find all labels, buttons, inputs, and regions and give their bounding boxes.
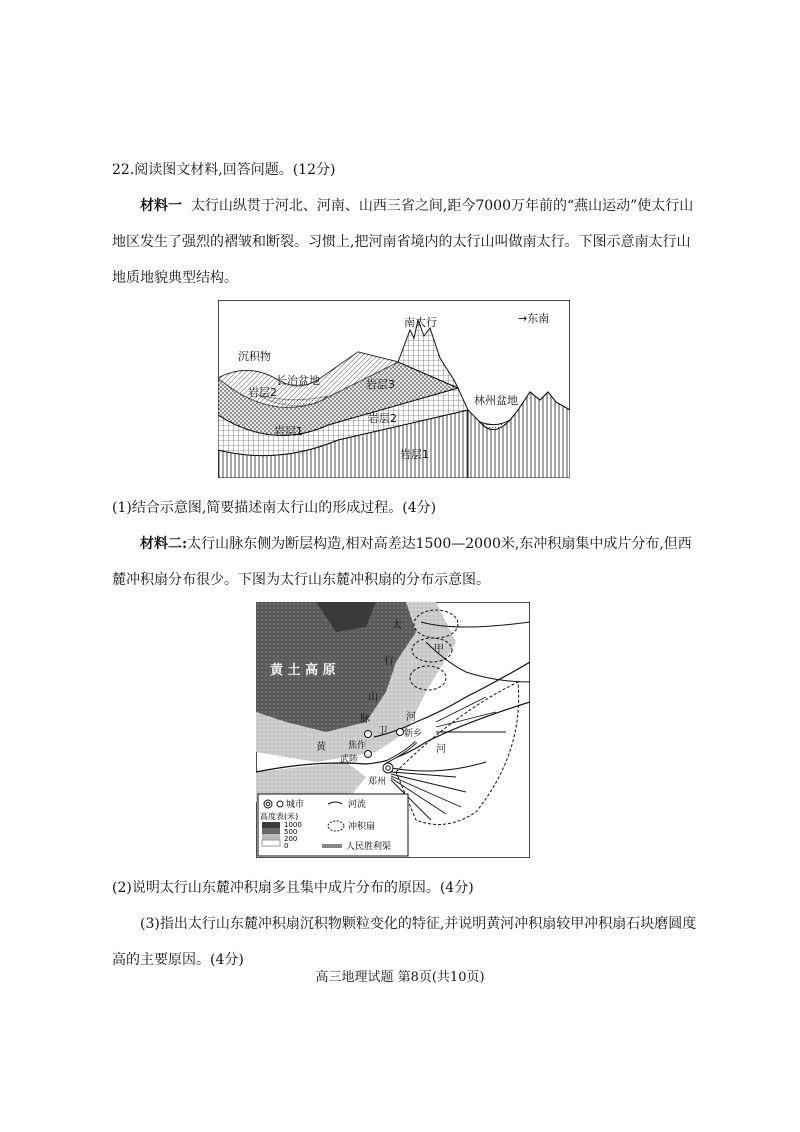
label-shan: 山 bbox=[368, 692, 378, 703]
label-layer2-left: 岩层2 bbox=[248, 386, 277, 399]
label-he1: 河 bbox=[406, 712, 416, 723]
label-layer2: 岩层2 bbox=[368, 412, 397, 425]
legend-river: 河流 bbox=[348, 800, 367, 810]
label-xing: 行 bbox=[384, 656, 394, 667]
label-he2: 河 bbox=[436, 744, 446, 755]
material1-paragraph bbox=[112, 188, 702, 296]
label-linzhou-basin: 林州盆地 bbox=[474, 394, 518, 407]
question-2: (2)说明太行山东麓冲积扇多且集中成片分布的原因。(4分) bbox=[112, 880, 474, 896]
label-layer1-left: 岩层1 bbox=[274, 425, 303, 438]
map-legend bbox=[258, 794, 408, 856]
label-layer3: 岩层3 bbox=[366, 378, 395, 391]
geology-cross-section bbox=[218, 300, 570, 478]
legend-canal: 人民胜利渠 bbox=[346, 842, 392, 852]
label-wuzhi: 武陟 bbox=[340, 755, 359, 765]
legend-elevation-title: 高度表(米) bbox=[260, 812, 299, 821]
legend-elev-1000: 1000 bbox=[284, 821, 302, 829]
label-layer1: 岩层1 bbox=[400, 448, 429, 461]
label-mai: 脉 bbox=[360, 714, 370, 725]
material2-text: 太行山脉东侧为断层构造,相对高差达1500—2000米,东冲积扇集中成片分布,但西麓冲积扇分布很少。下图为太行山东麓冲积扇的分布示意图。 bbox=[112, 536, 692, 588]
material1-label: 材料一 bbox=[140, 198, 182, 214]
label-loess-plateau: 黄 土 高 原 bbox=[270, 663, 336, 678]
question-3: (3)指出太行山东麓冲积扇沉积物颗粒变化的特征,并说明黄河冲积扇较甲冲积扇石块磨圆度高的主要原因。(4分) bbox=[112, 916, 697, 968]
label-huang: 黄 bbox=[316, 742, 326, 753]
legend-elev-200: 200 bbox=[284, 835, 298, 843]
question-header: 22.阅读图文材料,回答问题。(12分) bbox=[112, 162, 336, 178]
label-tai: 太 bbox=[392, 620, 402, 631]
label-jiaozuo: 焦作 bbox=[348, 741, 367, 751]
page-footer: 高三地理试题 第8页(共10页) bbox=[315, 970, 485, 985]
label-sediment: 沉积物 bbox=[238, 350, 271, 363]
material1-text: 太行山纵贯于河北、河南、山西三省之间,距今7000万年前的“燕山运动”使太行山地区发生了强烈的褶皱和断裂。习惯上,把河南省境内的太行山叫做南太行。下图示意南太行山地质地貌典型结构。 bbox=[112, 198, 694, 286]
legend-city: 城市 bbox=[286, 800, 305, 810]
label-changzhi-basin: 长治盆地 bbox=[276, 374, 320, 387]
legend-elev-500: 500 bbox=[284, 828, 298, 836]
label-south-taihang: 南太行 bbox=[404, 316, 437, 329]
label-jia: 甲 bbox=[434, 644, 444, 655]
legend-elev-0: 0 bbox=[284, 842, 289, 850]
question-1: (1)结合示意图,简要描述南太行山的形成过程。(4分) bbox=[112, 500, 437, 516]
label-wei: 卫 bbox=[378, 726, 388, 737]
material2-label: 材料二: bbox=[140, 536, 188, 552]
label-xinxiang: 新乡 bbox=[404, 729, 423, 739]
alluvial-fan-map bbox=[256, 602, 530, 858]
material2-paragraph bbox=[112, 526, 702, 598]
legend-fan: 冲积扇 bbox=[348, 822, 376, 832]
label-direction: →东南 bbox=[518, 312, 550, 325]
label-zhengzhou: 郑州 bbox=[368, 777, 387, 787]
